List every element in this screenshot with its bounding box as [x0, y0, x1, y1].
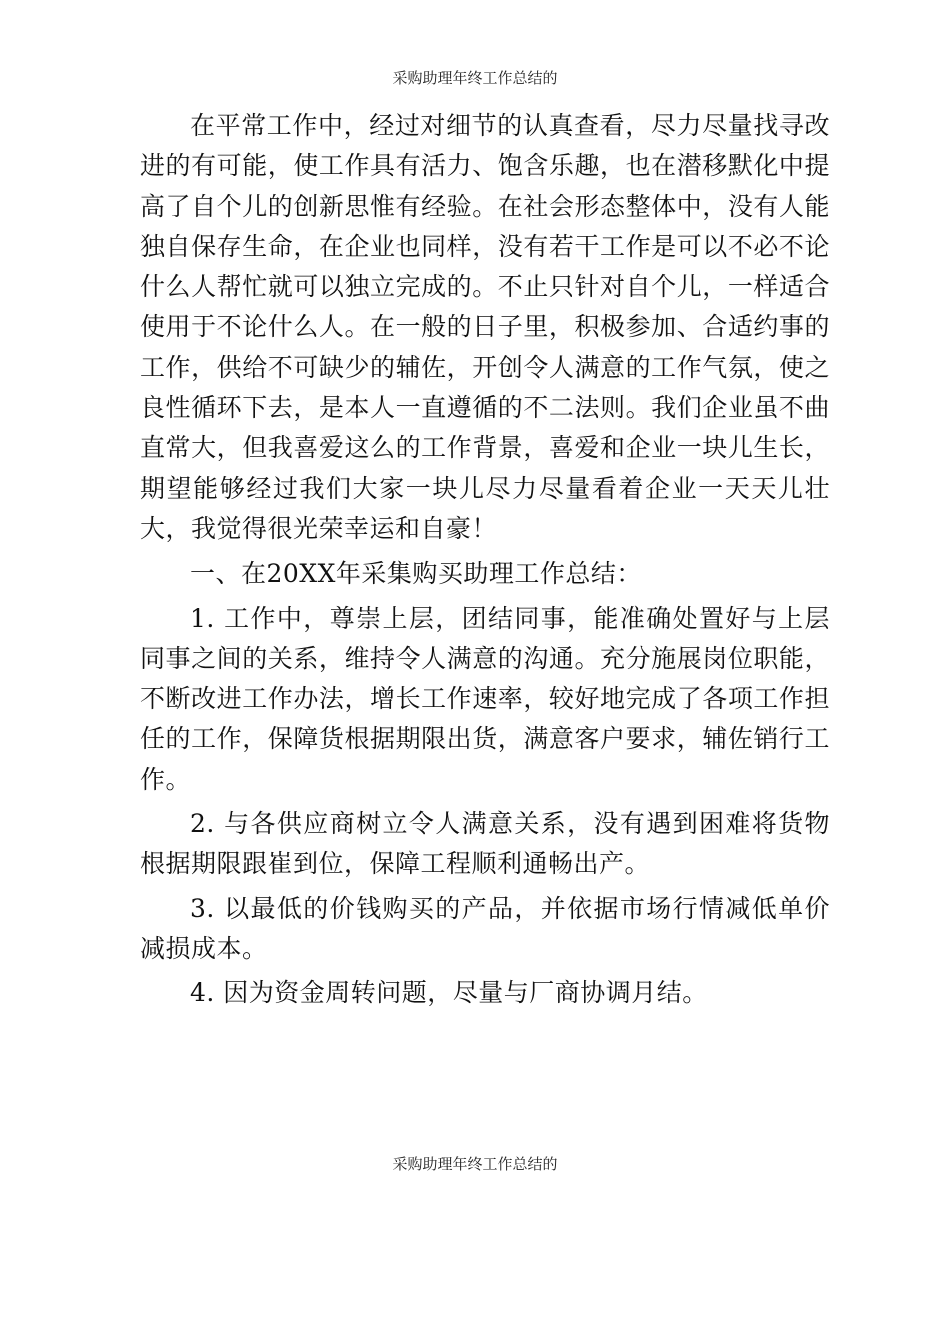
list-item-1: 1. 工作中，尊崇上层，团结同事，能准确处置好与上层同事之间的关系，维持令人满意的沟通。充分施展岗位职能，不断改进工作办法，增长工作速率，较好地完成了各项工作担任的工作，保障货根据期限出货，满意客户要求，辅佐销行工作。	[140, 603, 830, 794]
document-body	[140, 106, 830, 1014]
intro-paragraph: 在平常工作中，经过对细节的认真查看，尽力尽量找寻改进的有可能，使工作具有活力、饱含乐趣，也在潜移默化中提高了自个儿的创新思惟有经验。在社会形态整体中，没有人能独自保存生命，在企业也同样，没有若干工作是可以不必不论什么人帮忙就可以独立完成的。不止只针对自个儿，一样适合使用于不论什么人。在一般的日子里，积极参加、合适约事的工作，供给不可缺少的辅佐，开创令人满意的工作气氛，使之良性循环下去，是本人一直遵循的不二法则。我们企业虽不曲直常大，但我喜爱这么的工作背景，喜爱和企业一块儿生长，期望能够经过我们大家一块儿尽力尽量看着企业一天天儿壮大，我觉得很光荣幸运和自豪！	[140, 111, 830, 543]
section-heading: 一、在20XX年采集购买助理工作总结：	[190, 559, 642, 589]
list-item-2: 2. 与各供应商树立令人满意关系，没有遇到困难将货物根据期限跟崔到位，保障工程顺利通畅出产。	[140, 809, 830, 879]
page-footer: 采购助理年终工作总结的	[392, 1155, 558, 1173]
list-item-3: 3. 以最低的价钱购买的产品，并依据市场行情减低单价减损成本。	[140, 893, 830, 963]
list-item-4: 4. 因为资金周转问题，尽量与厂商协调月结。	[190, 978, 708, 1008]
page-header: 采购助理年终工作总结的	[392, 69, 558, 87]
